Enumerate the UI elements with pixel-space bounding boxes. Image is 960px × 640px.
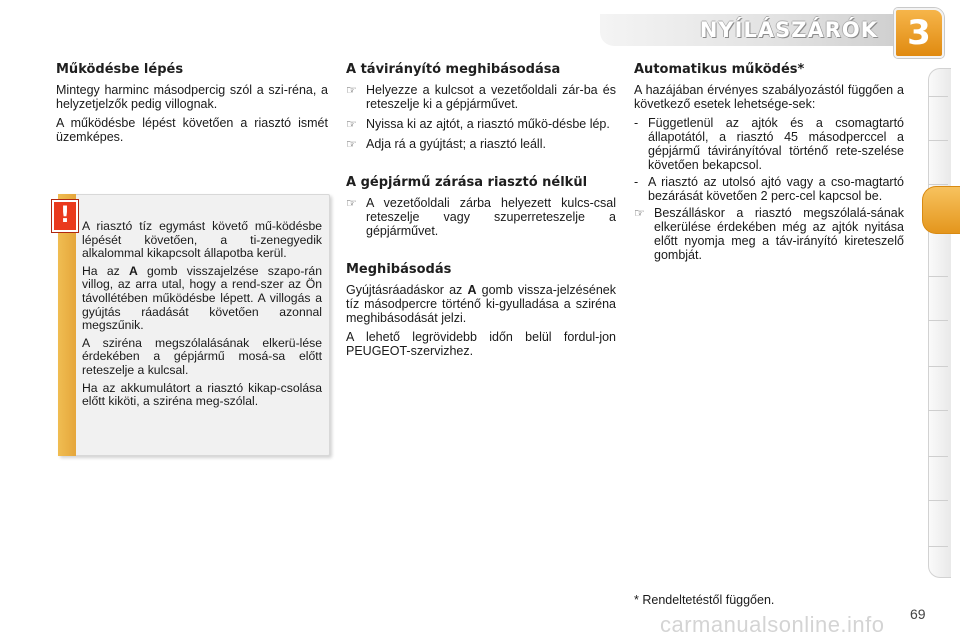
tab-divider xyxy=(928,366,948,367)
section-heading-locking-without-alarm: A gépjármű zárása riasztó nélkül xyxy=(346,175,588,190)
bullet-text: Adja rá a gyújtást; a riasztó leáll. xyxy=(366,137,546,151)
dash-text: Függetlenül az ajtók és a csomagtartó állapotától, a riasztó 45 másodperccel a gépjármű távirányítóval történő rete-szelése követően bekapcsol. xyxy=(648,116,904,172)
bullet-text: Helyezze a kulcsot a vezetőoldali zár-ba és reteszelje ki a gépjárművet. xyxy=(366,83,616,111)
tab-divider xyxy=(928,500,948,501)
button-a-label: A xyxy=(467,283,477,297)
bullet-item xyxy=(346,137,616,151)
pointing-hand-icon: ☞ xyxy=(346,137,357,151)
bullet-item xyxy=(634,206,904,262)
button-a-label: A xyxy=(128,263,138,278)
warning-p2-pre: Ha az xyxy=(82,263,120,278)
malfunction-p1-pre: Gyújtásráadáskor az xyxy=(346,283,463,297)
warning-paragraph-2 xyxy=(82,265,322,333)
bullet-item xyxy=(346,196,616,238)
page-number: 69 xyxy=(910,606,926,622)
bullet-text: Nyissa ki az ajtót, a riasztó műkö-désbe lép. xyxy=(366,117,610,131)
chapter-tab-strip xyxy=(928,68,951,578)
pointing-hand-icon: ☞ xyxy=(346,83,357,97)
activation-paragraph-1: Mintegy harminc másodpercig szól a szi-réna, a helyzetjelzők pedig villognak. xyxy=(56,83,328,111)
bullet-text: A vezetőoldali zárba helyezett kulcs-csal reteszelje vagy szuperreteszelje a gépjárművet. xyxy=(366,196,616,238)
tab-divider xyxy=(928,96,948,97)
section-heading-activation: Működésbe lépés xyxy=(56,62,184,77)
malfunction-paragraph-2: A lehető legrövidebb időn belül fordul-jon PEUGEOT-szervizhez. xyxy=(346,330,616,358)
right-column xyxy=(634,62,904,268)
chapter-title: NYÍLÁSZÁRÓK xyxy=(699,18,878,42)
dash-mark: - xyxy=(634,175,639,189)
middle-column xyxy=(346,62,616,363)
dash-item xyxy=(634,116,904,172)
pointing-hand-icon: ☞ xyxy=(346,196,357,210)
warning-icon: ! xyxy=(52,200,78,232)
active-chapter-tab[interactable] xyxy=(922,186,960,234)
warning-paragraph-3: A sziréna megszólalásának elkerü-lése érdekében a gépjármű mosá-sa előtt reteszelje a kulcsal. xyxy=(82,335,322,377)
pointing-hand-icon: ☞ xyxy=(346,117,357,131)
bullet-text: Beszálláskor a riasztó megszólalá-sának elkerülése érdekében még az ajtók nyitása előtt nyomja meg a táv-irányító kireteszelő gombját. xyxy=(654,206,904,262)
dash-text: A riasztó az utolsó ajtó vagy a cso-magtartó bezárását követően 2 perc-cel kapcsol be. xyxy=(648,175,904,203)
dash-mark: - xyxy=(634,116,639,130)
bullet-item xyxy=(346,83,616,111)
tab-divider xyxy=(928,546,948,547)
automatic-paragraph-1: A hazájában érvényes szabályozástól függően a következő esetek lehetsége-sek: xyxy=(634,83,904,111)
section-heading-automatic-operation: Automatikus működés* xyxy=(634,62,805,77)
pointing-hand-icon: ☞ xyxy=(634,206,645,220)
chapter-number-badge: 3 xyxy=(894,8,944,58)
warning-p2-post: gomb visszajelzése szapo-rán villog, az arra utal, hogy a rend-szer az Ön távollétében működésbe lépett. A villogás a gyújtás ráadását követően azonnal megszűnik. xyxy=(82,263,322,333)
warning-paragraph-4: Ha az akkumulátort a riasztó kikap-csolása előtt kiköti, a sziréna meg-szólal. xyxy=(82,380,322,409)
warning-paragraph-1: A riasztó tíz egymást követő mű-ködésbe lépését követően, a ti-zenegyedik alkalommal kikapcsolt állapotba kerül. xyxy=(82,219,322,261)
warning-text xyxy=(82,220,322,413)
dash-item xyxy=(634,175,904,203)
tab-divider xyxy=(928,184,948,185)
activation-paragraph-2: A működésbe lépést követően a riasztó ismét üzemképes. xyxy=(56,116,328,144)
tab-divider xyxy=(928,410,948,411)
malfunction-paragraph-1 xyxy=(346,283,616,325)
section-heading-remote-failure: A távirányító meghibásodása xyxy=(346,62,561,77)
section-heading-malfunction: Meghibásodás xyxy=(346,262,452,277)
left-column xyxy=(56,62,328,149)
malfunction-p1-post: gomb vissza-jelzésének tíz másodpercre történő ki-gyulladása a sziréna meghibásodását jelzi. xyxy=(346,283,616,325)
tab-divider xyxy=(928,456,948,457)
watermark: carmanualsonline.info xyxy=(660,612,885,637)
tab-divider xyxy=(928,140,948,141)
tab-divider xyxy=(928,320,948,321)
footnote: * Rendeltetéstől függően. xyxy=(634,593,775,607)
warning-stripe xyxy=(58,194,76,456)
tab-divider xyxy=(928,276,948,277)
bullet-item xyxy=(346,117,616,131)
